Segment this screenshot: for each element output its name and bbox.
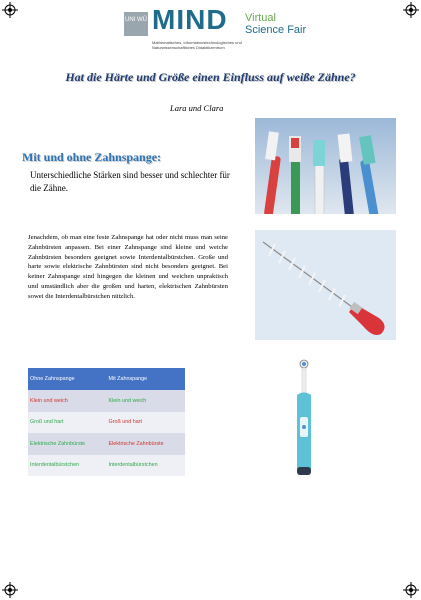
table-row <box>28 455 185 477</box>
authors: Lara und Clara <box>170 103 224 113</box>
mind-logo <box>120 4 320 50</box>
corner-mark-icon <box>2 582 18 598</box>
body-paragraph: Jenachdem, ob man eine feste Zahnspange hat oder nicht muss man seine Zahnbürsten anpassen. Bei einer Zahnspange sind kleine und weiche Zahnbürsten besonders geeignet sowie Interdentalbürstchen. Große und harte sowie elektrische Zahnbürsten sind nicht besonders geeignet. Bei keiner Zahnspange sind hingegen die kleinen und weichen unpraktisch und umständlich aber die großen und harten, elektrischen Zahnbürsten sowei die Interdentalbürstchen nützlich. <box>28 234 228 300</box>
table-row <box>28 433 185 455</box>
logo-mind-text: MIND <box>152 4 228 35</box>
table-header-row <box>28 368 185 390</box>
page-title: Hat die Härte und Größe einen Einfluss auf weiße Zähne? <box>65 70 356 84</box>
section-heading: Mit und ohne Zahnspange: <box>22 150 162 164</box>
header-ohne-zahnspange: Ohne Zahnspange <box>28 368 107 390</box>
electric-toothbrush-photo <box>282 357 327 480</box>
table-cell: Interdentalbürstchen <box>28 455 107 477</box>
table-cell: Elektrische Zahnbürste <box>107 433 186 455</box>
table-cell: Interdentalbürstchen <box>107 455 186 477</box>
table-row <box>28 390 185 412</box>
corner-mark-icon <box>2 2 18 18</box>
logo-science-fair-text: Science Fair <box>245 24 307 36</box>
table-cell: Elektrische Zahnbürste <box>28 433 107 455</box>
logo-subline: Mathematisches, Informationstechnologisches und Naturwissenschaftliches Didaktikzentrum <box>152 40 242 50</box>
logo-virtual-text: Virtual <box>245 12 276 24</box>
section-subtitle: Unterschiedliche Stärken sind besser und schlechter für die Zähne. <box>30 170 230 193</box>
toothbrushes-photo <box>255 118 396 214</box>
comparison-table <box>28 368 185 476</box>
header-mit-zahnspange: Mit Zahnspange <box>107 368 186 390</box>
table-cell: Klein und weich <box>28 390 107 412</box>
table-cell: Groß und hart <box>28 412 107 434</box>
uni-logo-box: UNI WÜ <box>124 12 148 36</box>
corner-mark-icon <box>403 582 419 598</box>
corner-mark-icon <box>403 2 419 18</box>
table-cell: Klein und weich <box>107 390 186 412</box>
interdental-brush-photo <box>255 230 396 340</box>
table-row <box>28 412 185 434</box>
table-cell: Groß und hart <box>107 412 186 434</box>
